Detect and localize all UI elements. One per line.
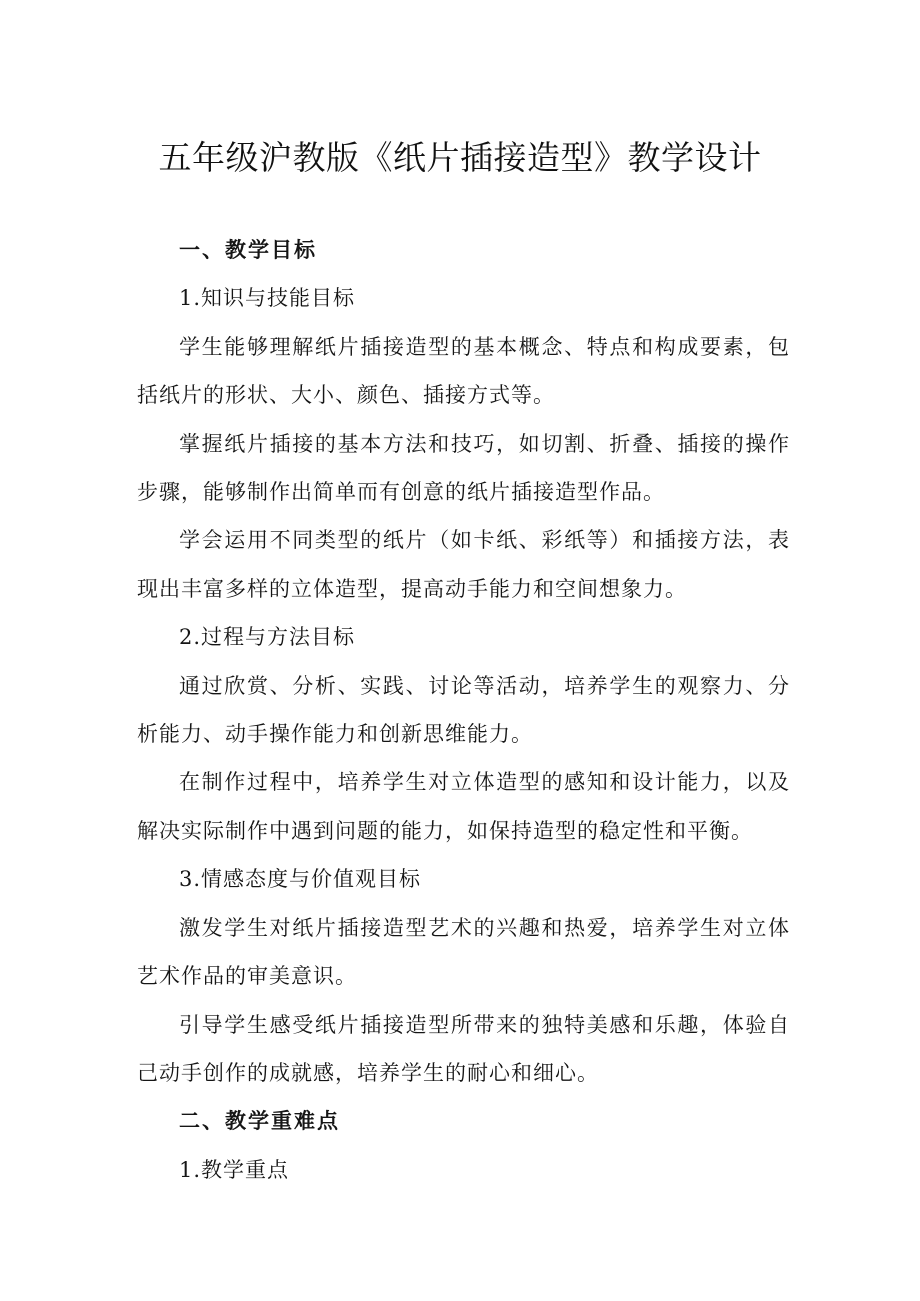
subheading-emotion-values: 3.情感态度与价值观目标 (179, 867, 422, 892)
paragraph: 掌握纸片插接的基本方法和技巧，如切割、折叠、插接的操作步骤，能够制作出简单而有创意的纸片插接造型作品。 (137, 431, 790, 505)
subheading-teaching-focus: 1.教学重点 (179, 1157, 290, 1182)
paragraph: 激发学生对纸片插接造型艺术的兴趣和热爱，培养学生对立体艺术作品的审美意识。 (137, 915, 790, 989)
subheading-knowledge-skills: 1.知识与技能目标 (179, 286, 356, 311)
paragraph: 在制作过程中，培养学生对立体造型的感知和设计能力，以及解决实际制作中遇到问题的能力，如保持造型的稳定性和平衡。 (137, 770, 790, 843)
paragraph: 学会运用不同类型的纸片（如卡纸、彩纸等）和插接方法，表现出丰富多样的立体造型，提高动手能力和空间想象力。 (137, 528, 790, 601)
subheading-process-methods: 2.过程与方法目标 (179, 625, 356, 650)
paragraph: 通过欣赏、分析、实践、讨论等活动，培养学生的观察力、分析能力、动手操作能力和创新思维能力。 (137, 673, 790, 747)
section-heading-key-difficulties: 二、教学重难点 (179, 1108, 340, 1134)
paragraph: 学生能够理解纸片插接造型的基本概念、特点和构成要素，包括纸片的形状、大小、颜色、插接方式等。 (137, 334, 790, 408)
document-body (137, 226, 790, 1194)
document-title: 五年级沪教版《纸片插接造型》教学设计 (158, 138, 762, 177)
paragraph: 引导学生感受纸片插接造型所带来的独特美感和乐趣，体验自己动手创作的成就感，培养学生的耐心和细心。 (137, 1012, 790, 1085)
section-heading-teaching-goals: 一、教学目标 (179, 237, 317, 262)
